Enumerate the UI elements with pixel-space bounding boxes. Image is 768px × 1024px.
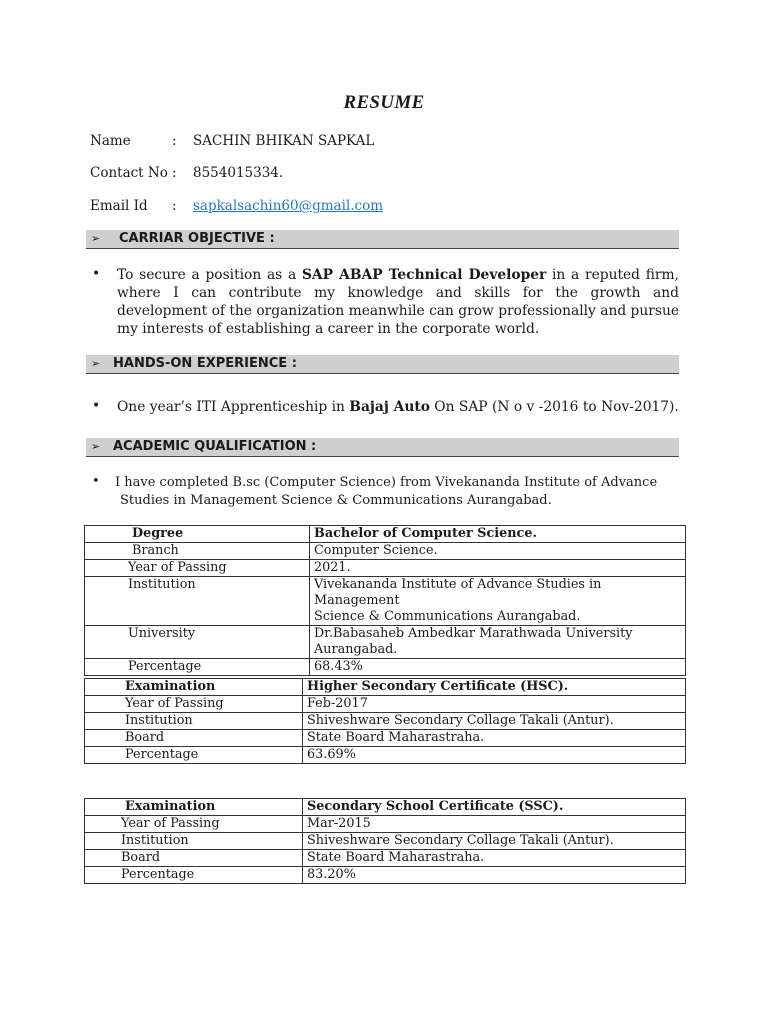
table-cell-key: Institution [85,833,303,850]
academic-line-2: Studies in Management Science & Communications Aurangabad. [120,493,552,508]
section-title: CARRIAR OBJECTIVE : [119,231,275,246]
table-cell-value: 68.43% [310,659,686,676]
experience-bullet [92,398,679,416]
table-cell-key: Examination [85,679,303,696]
objective-text-start: To secure a position as a [117,267,302,283]
table-cell-value: Bachelor of Computer Science. [310,526,686,543]
table-row [85,626,686,659]
section-title: HANDS-ON EXPERIENCE : [113,356,297,371]
table-cell-value: 83.20% [303,867,686,884]
table-row [85,696,686,713]
table-cell-value: Higher Secondary Certificate (HSC). [303,679,686,696]
table-row [85,560,686,577]
table-cell-key: Percentage [85,659,310,676]
name-row [90,133,374,149]
contact-value: 8554015334. [193,165,284,181]
table-cell-key: Percentage [85,867,303,884]
table-row [85,816,686,833]
contact-label: Contact No [90,165,168,181]
bullet-icon: • [92,474,100,489]
table-cell-value: Secondary School Certificate (SSC). [303,799,686,816]
table-cell-key: Year of Passing [85,816,303,833]
arrow-bullet-icon: ➢ [91,440,101,453]
email-label: Email Id [90,198,148,214]
bullet-icon: • [92,266,101,282]
contact-row [90,165,283,181]
objective-text-end: in a reputed firm, where I can contribute my knowledge and skills for the growth and development of the organization meanwhile can grow professionally and pursue my interests of establishing a career in the corporate world. [117,267,679,337]
arrow-bullet-icon: ➢ [91,232,101,245]
institution-line-1: Vivekananda Institute of Advance Studies in Management [314,577,602,608]
name-label: Name [90,133,131,149]
experience-company: Bajaj Auto [349,399,430,415]
table-row [85,730,686,747]
table-cell-key: Board [85,730,303,747]
ssc-table [84,798,686,884]
table-cell-value: 63.69% [303,747,686,764]
table-row [85,850,686,867]
section-experience-header [86,355,679,374]
experience-text-end: On SAP (N o v -2016 to Nov-2017). [429,399,679,415]
email-link[interactable]: sapkalsachin60@gmail.com [193,198,383,214]
table-row [85,713,686,730]
table-cell-value: Mar-2015 [303,816,686,833]
academic-line-1: I have completed B.sc (Computer Science) from Vivekananda Institute of Advance [115,475,658,490]
table-cell-key: Institution [85,577,310,626]
table-cell-value: Computer Science. [310,543,686,560]
table-cell-value: Feb-2017 [303,696,686,713]
degree-table [84,525,686,676]
section-academic-header [86,438,679,457]
bullet-icon: • [92,398,101,414]
name-value: SACHIN BHIKAN SAPKAL [193,133,375,149]
table-cell-key: Year of Passing [85,696,303,713]
table-cell-key: Percentage [85,747,303,764]
table-cell-key: Degree [85,526,310,543]
colon: : [172,133,177,149]
table-row [85,747,686,764]
colon: : [172,165,177,181]
table-cell-key: Board [85,850,303,867]
section-title: ACADEMIC QUALIFICATION : [113,439,317,454]
email-row [90,198,383,214]
table-cell-value: Dr.Babasaheb Ambedkar Marathwada University Aurangabad. [310,626,686,659]
table-cell-key: Year of Passing [85,560,310,577]
table-cell-value: State Board Maharastraha. [303,850,686,867]
table-cell-value: State Board Maharastraha. [303,730,686,747]
experience-text-start: One year’s ITI Apprenticeship in [117,399,350,415]
table-cell-key: Examination [85,799,303,816]
table-row [85,867,686,884]
objective-role: SAP ABAP Technical Developer [301,267,547,283]
table-row [85,577,686,626]
table-cell-value [310,577,686,626]
table-cell-value: Shiveshware Secondary Collage Takali (Antur). [303,833,686,850]
table-cell-value: 2021. [310,560,686,577]
table-cell-key: Branch [85,543,310,560]
table-row [85,526,686,543]
table-cell-value: Shiveshware Secondary Collage Takali (Antur). [303,713,686,730]
table-cell-key: Institution [85,713,303,730]
page-title: RESUME [343,92,425,113]
institution-line-2: Science & Communications Aurangabad. [314,609,581,624]
table-row [85,799,686,816]
section-objective-header [86,230,679,249]
objective-bullet [92,266,679,338]
table-cell-key: University [85,626,310,659]
colon: : [172,198,177,214]
table-row [85,543,686,560]
academic-bullet [92,474,679,510]
hsc-table [84,678,686,764]
experience-text [117,398,679,416]
objective-text [117,266,679,338]
arrow-bullet-icon: ➢ [91,357,101,370]
table-row [85,833,686,850]
table-row [85,659,686,676]
table-row [85,679,686,696]
